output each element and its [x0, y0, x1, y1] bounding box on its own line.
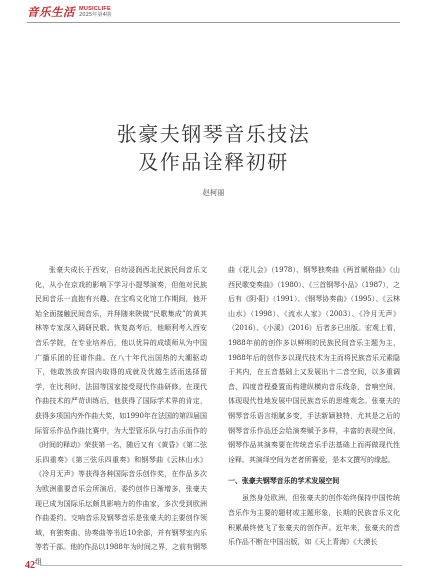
- body-column-left: [35, 263, 207, 569]
- body-paragraph: 张豪夫成长于西安，自幼浸润西北民族民间音乐文化，从小在京戏的影响下学习小提琴演奏，但他对民族民间音乐一直抱有兴趣。在宝鸡文化馆工作期间，他开始全面接触民间音乐，并拜随来陕做“民歌集成”的黄其林等专家深入调研民歌。恢复高考后，他顺利考入西安音乐学院，在专业培养后，他以优异的成绩师从为中国广播乐团的狂谱作曲。在八十年代出国热的大潮驱动下，他敢然放弃国内取得的成就及优越生活而选择留学，在比利时、法国等国家接受现代作曲研修。在现代作曲技术的严苛训练后，他获得了国际学术界的肯定，获得多项国内外作曲大奖，如1990年在法国的第四届国际管乐作品作曲比赛中，为大型管乐队与打击乐而作的《时间的释动》荣获第一名，随后又有《黄昏》《第二弦乐四重奏》《第三弦乐四重奏》和钢琴曲《云林山水》《冷月无声》等获得各种国际音乐创作奖，在作品多次为欧洲重要音乐会所演后，委约创作日渐增多，张豪夫现已成为国际乐坛颇具影响力的作曲家，多次受到欧洲作曲委约。交响音乐及钢琴音乐是张豪夫的主要创作领域，有独奏曲、协奏曲等书近10余部，并有钢琴室内乐等若干部。他的作品以1988年为时间之界，之前有钢琴组: [35, 266, 207, 566]
- body-paragraph: 虽然身处欧洲，但张豪夫的创作始终保持中国传统音乐作为主要的题材或主题形象，长期的民族音乐文化积累最终使飞了张豪夫的创作声。近年来，张豪夫的音乐作品不断在中国出版，如《天上青海》《大漠长: [228, 494, 400, 547]
- section-heading: 一、张豪夫钢琴音乐的学术发展空间: [228, 477, 340, 486]
- header-divider: [27, 22, 400, 23]
- magazine-logo-english: MUSICLIFE: [79, 6, 111, 12]
- article-title-line-1: 张豪夫钢琴音乐技法: [116, 122, 311, 146]
- footer-divider: [40, 565, 402, 566]
- issue-label: 2025年第4期: [79, 12, 112, 18]
- magazine-logo: 音乐生活: [27, 5, 75, 19]
- page-number: 42: [25, 560, 35, 571]
- magazine-masthead: [27, 5, 111, 19]
- magazine-logo-sub: [79, 6, 111, 18]
- body-column-right: [228, 263, 400, 550]
- article-author: 赵柯丽: [202, 188, 225, 197]
- body-paragraph: 曲《花儿会》（1978）、钢琴独奏曲《两首赋格曲》《山西民歌变奏曲》（1980）、《三首钢琴小品》（1987），之后有《阴·阳》（1991）、《钢琴协奏曲》（1995）、《云林山水》（1998）、《流水人家》（2003）、《冷月无声》（2016）、《小溪》（2016）后者多已出版。宏观上看，1988年前的创作多以鲜明的民族民间音乐主题为主，1988年后的创作多以现代技术为主而将民族音乐元素隐于其内，在五音基础上又发展出十二音空间，以多重调音、四度音程叠置而构建纵横向音乐线条，音响空间，体现现代性地发展中国民族音乐的思维观念。张豪夫的钢琴音乐语言细腻多变，手法新颖独特，尤其是之后的钢琴音乐作品还会给演奏赋予多样，丰富的表现空间，钢琴作品其演奏要在传统音乐手法基础上而再做现代性诠释。其演绎空间为老者所赛爱，是本文撰写的缘起。: [228, 266, 400, 464]
- article-title-line-2: 及作品诠释初研: [138, 150, 289, 174]
